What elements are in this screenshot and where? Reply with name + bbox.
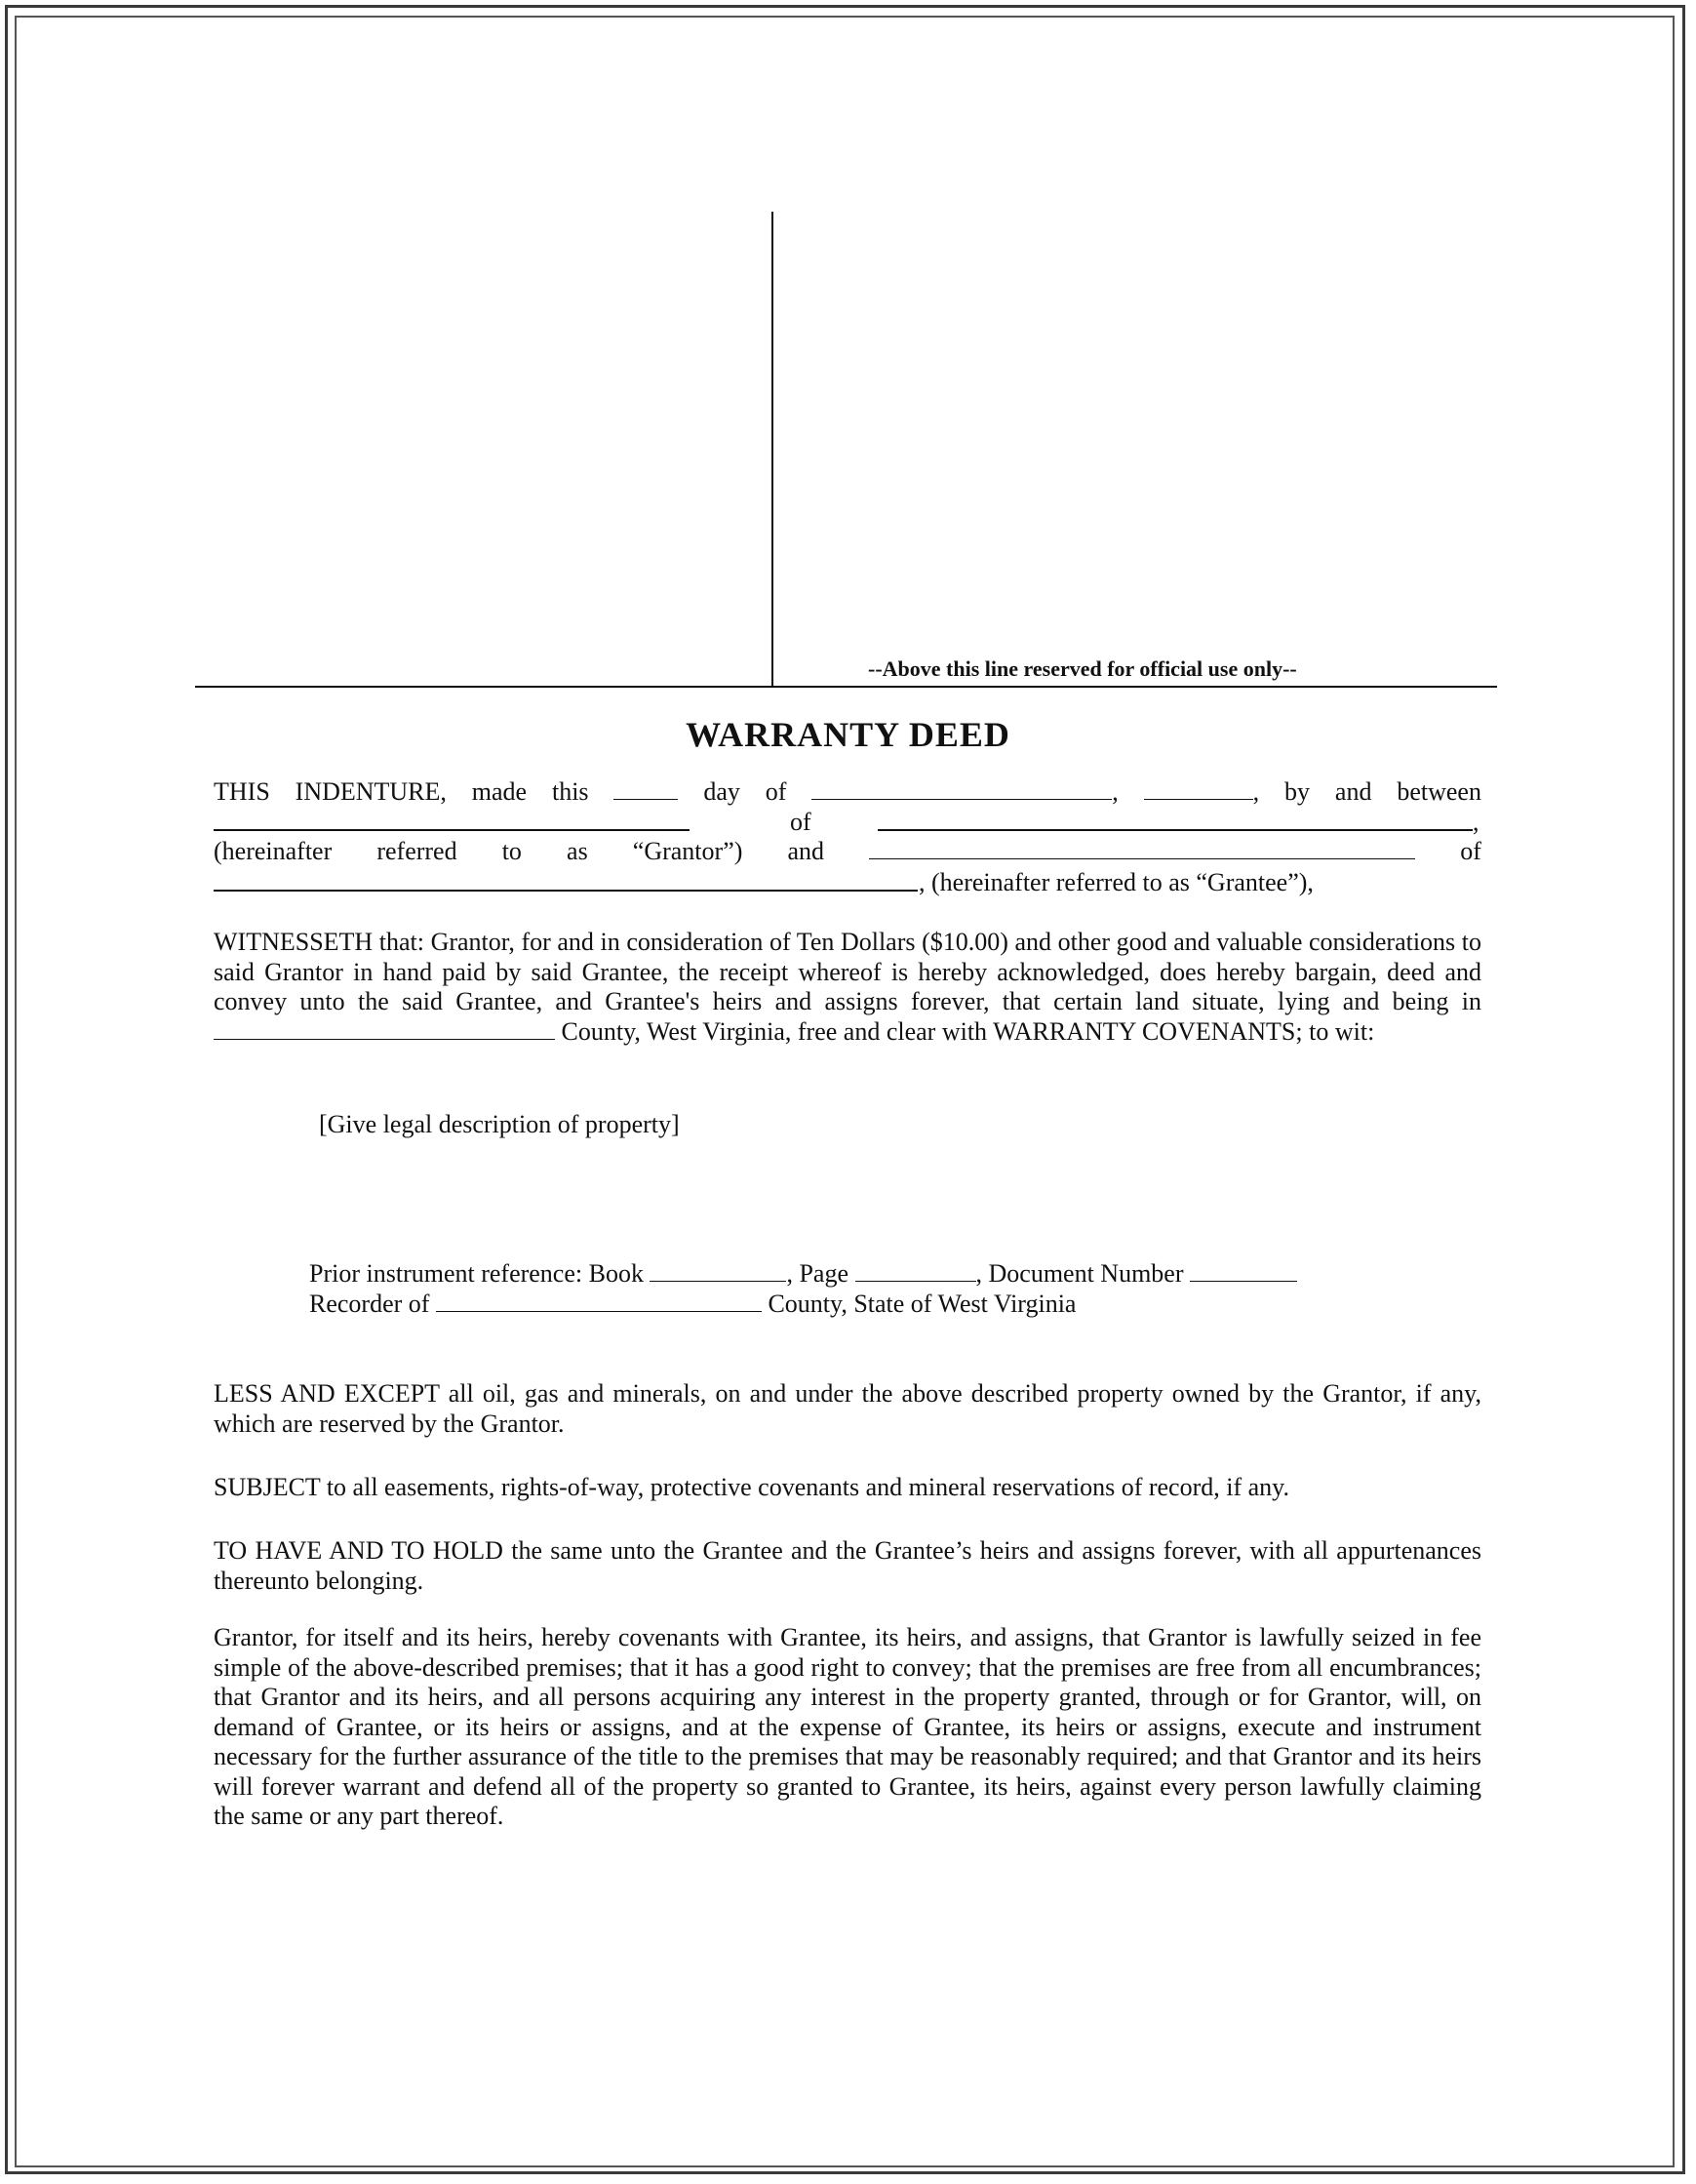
book-label: Prior instrument reference: Book [309, 1259, 644, 1288]
witnesseth-text-end: County, West Virginia, free and clear with WARRANTY COVENANTS; to wit: [561, 1016, 1375, 1046]
covenants-paragraph: Grantor, for itself and its heirs, hereby covenants with Grantee, its heirs, and assigns, that Grantor is lawfully seized in fee simple of the above-described premises; that it has a good right to convey; that the premises are free from all encumbrances; that Grantor and its heirs, and all persons acquiring any interest in the property granted, through or for Grantor, will, on demand of Grantee, or its heirs or assigns, and at the expense of Grantee, its heirs or assigns, execute and instrument necessary for the further assurance of the title to the premises that may be reasonably required; and that Grantor and its heirs will forever warrant and defend all of the property so granted to Grantee, its heirs, against every person lawfully claiming the same or any part thereof. [214, 1623, 1481, 1830]
indenture-word: (hereinafter [214, 837, 333, 865]
prior-instrument-line-1 [309, 1259, 1297, 1289]
indenture-word: by [1284, 777, 1311, 806]
comma: , [1252, 777, 1260, 806]
document-number-blank[interactable] [1190, 1259, 1297, 1282]
month-blank[interactable] [811, 777, 1112, 800]
indenture-word: as [567, 837, 588, 865]
comma: , [1473, 808, 1479, 836]
indenture-word: this [551, 777, 589, 806]
indenture-word: made [471, 777, 528, 806]
prior-instrument-line-2 [309, 1290, 1076, 1319]
year-blank[interactable] [1144, 777, 1253, 800]
subject-paragraph: SUBJECT to all easements, rights-of-way, protective covenants and mineral reservations of record, if any. [214, 1473, 1289, 1501]
grantee-address-blank[interactable] [214, 890, 918, 892]
indenture-word: of [765, 777, 787, 806]
indenture-word: “Grantor”) [632, 837, 743, 865]
reserved-note: --Above this line reserved for official use only-- [868, 656, 1297, 681]
indenture-word: INDENTURE, [295, 777, 447, 806]
grantor-name-blank[interactable] [214, 829, 690, 831]
book-blank[interactable] [650, 1259, 786, 1282]
witnesseth-text: WITNESSETH that: Grantor, for and in consideration of Ten Dollars ($10.00) and other good and valuable considerations to said Grantor in hand paid by said Grantee, the receipt whereof is hereby acknowledged, does hereby bargain, deed and convey unto the said Grantee, and Grantee's heirs and assigns forever, that certain land situate, lying and being in [214, 928, 1481, 1015]
indenture-word: between [1397, 777, 1481, 806]
of-label: of [790, 808, 811, 836]
grantee-name-blank[interactable] [869, 837, 1415, 859]
recording-area-divider [771, 212, 773, 688]
indenture-line-1 [214, 777, 1481, 807]
recorder-county-blank[interactable] [436, 1290, 762, 1312]
indenture-word: THIS [214, 777, 270, 806]
page-inner-border [15, 16, 1675, 2167]
official-use-line [195, 686, 1497, 688]
document-title: WARRANTY DEED [686, 715, 1010, 754]
document-number-label: , Document Number [975, 1259, 1184, 1288]
county-state-label: County, State of West Virginia [768, 1290, 1077, 1318]
legal-description-placeholder: [Give legal description of property] [319, 1110, 680, 1138]
page-blank[interactable] [855, 1259, 976, 1282]
indenture-word: and [1334, 777, 1372, 806]
indenture-word: referred [376, 837, 457, 865]
indenture-line-3 [214, 837, 1481, 866]
grantor-address-blank[interactable] [878, 829, 1473, 831]
witnesseth-paragraph [214, 928, 1481, 1047]
county-blank[interactable] [214, 1017, 555, 1040]
indenture-word: day [703, 777, 740, 806]
recorder-label: Recorder of [309, 1290, 430, 1318]
day-blank[interactable] [613, 777, 678, 800]
indenture-word: to [501, 837, 522, 865]
page-label: , Page [786, 1259, 848, 1288]
indenture-word: of [1460, 837, 1481, 865]
to-have-and-to-hold-paragraph: TO HAVE AND TO HOLD the same unto the Grantee and the Grantee’s heirs and assigns forever, with all appurtenances thereunto belonging. [214, 1536, 1481, 1595]
comma: , [1112, 777, 1119, 806]
grantee-reference: , (hereinafter referred to as “Grantee”), [919, 868, 1314, 896]
less-and-except-paragraph: LESS AND EXCEPT all oil, gas and minerals, on and under the above described property owned by the Grantor, if any, which are reserved by the Grantor. [214, 1379, 1481, 1438]
indenture-word: and [787, 837, 825, 865]
